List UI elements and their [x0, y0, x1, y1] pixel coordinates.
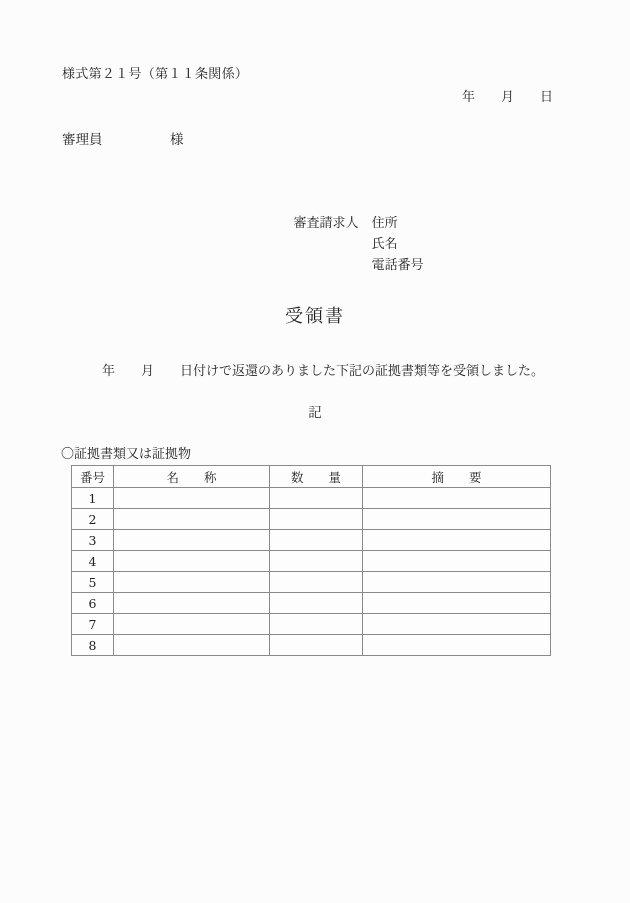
- applicant-fields: [372, 213, 424, 276]
- row-cell-number: 3: [72, 530, 114, 551]
- row-cell-number: 7: [72, 614, 114, 635]
- table-caption: 〇証拠書類又は証拠物: [61, 447, 192, 462]
- row-cell-name[interactable]: [114, 530, 270, 551]
- row-cell-number: 1: [72, 488, 114, 509]
- row-cell-note[interactable]: [363, 509, 551, 530]
- applicant-field-name: 氏名: [371, 237, 398, 252]
- evidence-table: [71, 465, 551, 656]
- table-row: [72, 551, 551, 572]
- row-cell-note[interactable]: [363, 614, 551, 635]
- page-title: 受領書: [285, 306, 345, 327]
- row-cell-number: 2: [72, 509, 114, 530]
- applicant-field-address: 住所: [371, 216, 398, 231]
- table-row: [72, 530, 551, 551]
- row-cell-quantity[interactable]: [270, 488, 363, 509]
- row-cell-note[interactable]: [363, 530, 551, 551]
- row-cell-name[interactable]: [114, 614, 270, 635]
- table-row: [72, 635, 551, 656]
- row-cell-quantity[interactable]: [270, 635, 363, 656]
- row-cell-quantity[interactable]: [270, 614, 363, 635]
- ki-marker: 記: [308, 405, 322, 421]
- table-row: [72, 593, 551, 614]
- row-cell-name[interactable]: [114, 572, 270, 593]
- form-number: 様式第２１号（第１１条関係）: [62, 67, 249, 82]
- body-statement: 年 月 日付けで返還のありました下記の証拠書類等を受領しました。: [102, 364, 545, 379]
- row-cell-number: 6: [72, 593, 114, 614]
- header-date-line: 年 月 日: [462, 90, 554, 105]
- column-header-number: 番号: [72, 466, 114, 488]
- applicant-block: [277, 192, 424, 297]
- row-cell-quantity[interactable]: [270, 551, 363, 572]
- table-row: [72, 572, 551, 593]
- table-header-row: [72, 466, 551, 488]
- row-cell-note[interactable]: [363, 635, 551, 656]
- addressee-line: 審理員 様: [62, 132, 184, 148]
- column-header-note: 摘 要: [363, 466, 551, 488]
- row-cell-quantity[interactable]: [270, 530, 363, 551]
- row-cell-note[interactable]: [363, 551, 551, 572]
- table-row: [72, 614, 551, 635]
- applicant-label: 審査請求人: [293, 216, 359, 231]
- row-cell-name[interactable]: [114, 635, 270, 656]
- row-cell-name[interactable]: [114, 593, 270, 614]
- column-header-name: 名 称: [114, 466, 270, 488]
- table-row: [72, 488, 551, 509]
- row-cell-name[interactable]: [114, 509, 270, 530]
- row-cell-number: 5: [72, 572, 114, 593]
- row-cell-note[interactable]: [363, 593, 551, 614]
- table-body: [72, 488, 551, 656]
- row-cell-name[interactable]: [114, 551, 270, 572]
- row-cell-quantity[interactable]: [270, 509, 363, 530]
- row-cell-name[interactable]: [114, 488, 270, 509]
- row-cell-note[interactable]: [363, 572, 551, 593]
- row-cell-quantity[interactable]: [270, 593, 363, 614]
- row-cell-number: 8: [72, 635, 114, 656]
- row-cell-quantity[interactable]: [270, 572, 363, 593]
- row-cell-number: 4: [72, 551, 114, 572]
- column-header-quantity: 数 量: [270, 466, 363, 488]
- row-cell-note[interactable]: [363, 488, 551, 509]
- applicant-field-phone: 電話番号: [371, 258, 424, 273]
- table-row: [72, 509, 551, 530]
